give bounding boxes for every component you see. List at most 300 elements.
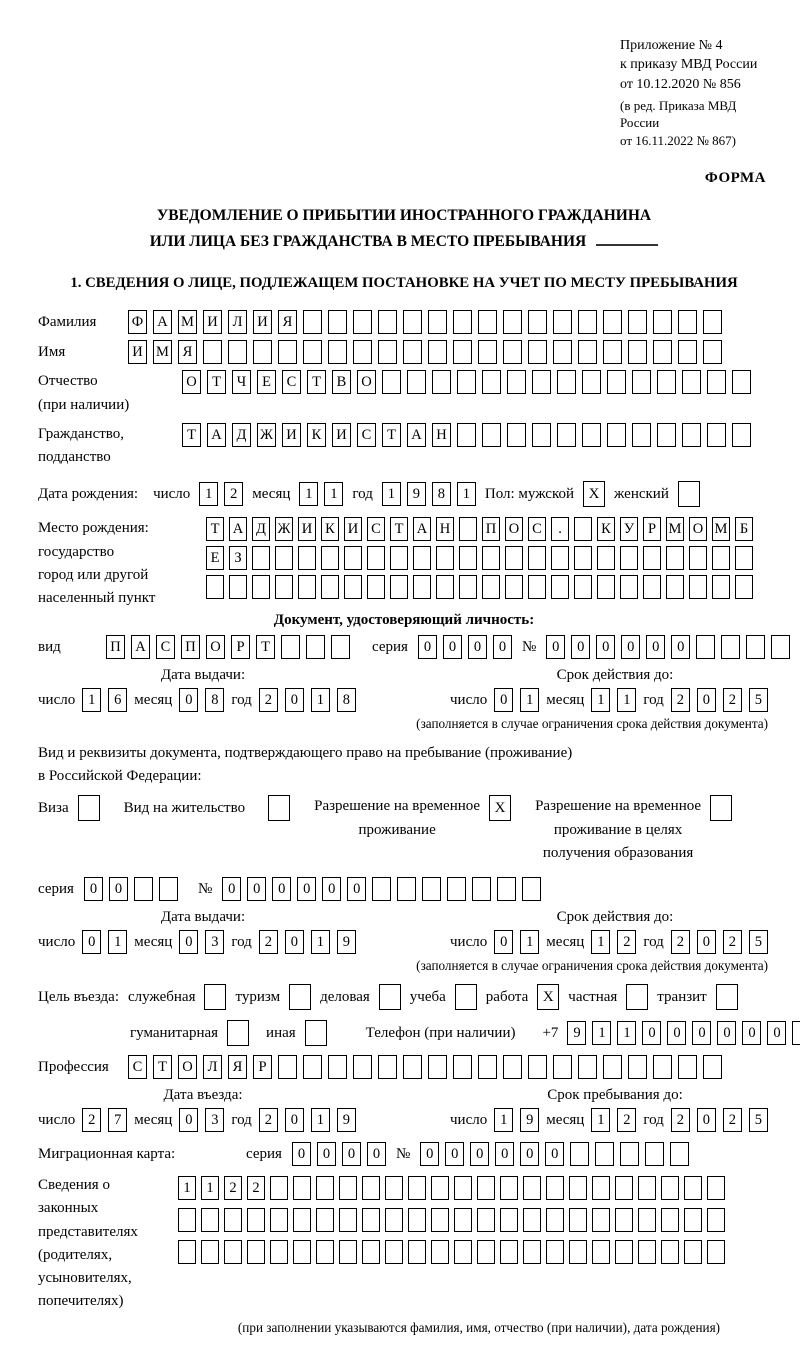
char-cell[interactable] xyxy=(682,423,701,447)
char-cell[interactable] xyxy=(620,1142,639,1166)
char-cell[interactable]: А xyxy=(153,310,172,334)
char-cell[interactable] xyxy=(390,575,408,599)
char-cell[interactable] xyxy=(428,1055,447,1079)
char-cell[interactable] xyxy=(432,370,451,394)
char-cell[interactable]: К xyxy=(307,423,326,447)
char-cell[interactable] xyxy=(344,546,362,570)
residence-permit-checkbox[interactable] xyxy=(268,795,290,821)
char-cell[interactable] xyxy=(201,1208,219,1232)
char-cell[interactable]: В xyxy=(332,370,351,394)
char-cell[interactable] xyxy=(252,546,270,570)
char-cell[interactable] xyxy=(528,1055,547,1079)
char-cell[interactable]: О xyxy=(505,517,523,541)
char-cell[interactable] xyxy=(570,1142,589,1166)
char-cell[interactable]: 9 xyxy=(520,1108,539,1132)
char-cell[interactable] xyxy=(523,1208,541,1232)
char-cell[interactable] xyxy=(645,1142,664,1166)
char-cell[interactable] xyxy=(578,1055,597,1079)
char-cell[interactable] xyxy=(477,1176,495,1200)
char-cell[interactable] xyxy=(670,1142,689,1166)
char-cell[interactable]: 1 xyxy=(199,482,218,506)
char-cell[interactable] xyxy=(413,575,431,599)
char-cell[interactable] xyxy=(457,370,476,394)
char-cell[interactable] xyxy=(707,1208,725,1232)
char-cell[interactable]: К xyxy=(597,517,615,541)
char-cell[interactable] xyxy=(582,423,601,447)
char-cell[interactable] xyxy=(367,575,385,599)
char-cell[interactable]: 0 xyxy=(642,1021,661,1045)
char-cell[interactable]: 0 xyxy=(571,635,590,659)
char-cell[interactable] xyxy=(454,1176,472,1200)
char-cell[interactable]: 0 xyxy=(297,877,316,901)
char-cell[interactable]: 0 xyxy=(546,635,565,659)
char-cell[interactable] xyxy=(372,877,391,901)
char-cell[interactable] xyxy=(721,635,740,659)
char-cell[interactable] xyxy=(413,546,431,570)
char-cell[interactable] xyxy=(528,546,546,570)
char-cell[interactable]: Т xyxy=(182,423,201,447)
char-cell[interactable]: 1 xyxy=(591,1108,610,1132)
purpose-transit-checkbox[interactable] xyxy=(716,984,738,1010)
char-cell[interactable]: 1 xyxy=(494,1108,513,1132)
char-cell[interactable]: 1 xyxy=(520,688,539,712)
char-cell[interactable] xyxy=(228,340,247,364)
char-cell[interactable] xyxy=(503,1055,522,1079)
char-cell[interactable]: 1 xyxy=(617,1021,636,1045)
char-cell[interactable]: 0 xyxy=(179,930,198,954)
char-cell[interactable] xyxy=(653,340,672,364)
char-cell[interactable] xyxy=(707,423,726,447)
char-cell[interactable] xyxy=(528,575,546,599)
char-cell[interactable]: Д xyxy=(252,517,270,541)
char-cell[interactable]: 0 xyxy=(692,1021,711,1045)
char-cell[interactable]: 2 xyxy=(224,1176,242,1200)
char-cell[interactable]: О xyxy=(206,635,225,659)
char-cell[interactable] xyxy=(278,1055,297,1079)
char-cell[interactable] xyxy=(247,1240,265,1264)
char-cell[interactable]: 3 xyxy=(205,930,224,954)
char-cell[interactable] xyxy=(477,1208,495,1232)
char-cell[interactable] xyxy=(632,370,651,394)
char-cell[interactable]: Е xyxy=(257,370,276,394)
char-cell[interactable] xyxy=(321,546,339,570)
char-cell[interactable]: 5 xyxy=(749,930,768,954)
char-cell[interactable] xyxy=(703,310,722,334)
char-cell[interactable] xyxy=(270,1208,288,1232)
char-cell[interactable]: 0 xyxy=(222,877,241,901)
char-cell[interactable] xyxy=(523,1240,541,1264)
char-cell[interactable] xyxy=(638,1176,656,1200)
char-cell[interactable] xyxy=(457,423,476,447)
char-cell[interactable]: О xyxy=(689,517,707,541)
char-cell[interactable]: 0 xyxy=(418,635,437,659)
char-cell[interactable] xyxy=(278,340,297,364)
char-cell[interactable] xyxy=(503,310,522,334)
char-cell[interactable]: 1 xyxy=(382,482,401,506)
char-cell[interactable]: К xyxy=(321,517,339,541)
char-cell[interactable] xyxy=(597,546,615,570)
char-cell[interactable] xyxy=(678,1055,697,1079)
char-cell[interactable] xyxy=(643,575,661,599)
char-cell[interactable] xyxy=(293,1176,311,1200)
char-cell[interactable] xyxy=(224,1240,242,1264)
char-cell[interactable]: Ф xyxy=(128,310,147,334)
char-cell[interactable]: И xyxy=(128,340,147,364)
char-cell[interactable]: 1 xyxy=(108,930,127,954)
char-cell[interactable]: Л xyxy=(203,1055,222,1079)
char-cell[interactable] xyxy=(500,1176,518,1200)
char-cell[interactable]: Я xyxy=(178,340,197,364)
purpose-humanitarian-checkbox[interactable] xyxy=(227,1020,249,1046)
char-cell[interactable] xyxy=(653,1055,672,1079)
char-cell[interactable]: С xyxy=(528,517,546,541)
char-cell[interactable] xyxy=(597,575,615,599)
char-cell[interactable] xyxy=(459,575,477,599)
char-cell[interactable] xyxy=(270,1176,288,1200)
char-cell[interactable] xyxy=(478,310,497,334)
char-cell[interactable]: Т xyxy=(307,370,326,394)
char-cell[interactable]: 2 xyxy=(723,1108,742,1132)
char-cell[interactable]: 2 xyxy=(259,930,278,954)
char-cell[interactable] xyxy=(666,546,684,570)
char-cell[interactable] xyxy=(735,575,753,599)
char-cell[interactable] xyxy=(661,1176,679,1200)
char-cell[interactable]: 0 xyxy=(179,688,198,712)
char-cell[interactable] xyxy=(574,546,592,570)
char-cell[interactable]: А xyxy=(131,635,150,659)
visa-checkbox[interactable] xyxy=(78,795,100,821)
char-cell[interactable] xyxy=(316,1176,334,1200)
char-cell[interactable]: 0 xyxy=(285,688,304,712)
char-cell[interactable] xyxy=(408,1176,426,1200)
char-cell[interactable] xyxy=(353,310,372,334)
purpose-official-checkbox[interactable] xyxy=(204,984,226,1010)
char-cell[interactable] xyxy=(528,310,547,334)
char-cell[interactable]: 0 xyxy=(285,930,304,954)
char-cell[interactable] xyxy=(653,310,672,334)
char-cell[interactable]: С xyxy=(357,423,376,447)
char-cell[interactable]: 1 xyxy=(591,688,610,712)
char-cell[interactable]: 0 xyxy=(470,1142,489,1166)
char-cell[interactable]: П xyxy=(181,635,200,659)
char-cell[interactable]: 3 xyxy=(205,1108,224,1132)
char-cell[interactable]: 1 xyxy=(311,930,330,954)
char-cell[interactable] xyxy=(428,340,447,364)
purpose-study-checkbox[interactable] xyxy=(455,984,477,1010)
char-cell[interactable] xyxy=(328,1055,347,1079)
char-cell[interactable] xyxy=(732,370,751,394)
char-cell[interactable] xyxy=(353,340,372,364)
char-cell[interactable]: И xyxy=(282,423,301,447)
char-cell[interactable]: 2 xyxy=(723,688,742,712)
char-cell[interactable] xyxy=(436,575,454,599)
char-cell[interactable]: Т xyxy=(256,635,275,659)
char-cell[interactable] xyxy=(703,340,722,364)
char-cell[interactable] xyxy=(615,1240,633,1264)
char-cell[interactable]: З xyxy=(229,546,247,570)
char-cell[interactable] xyxy=(712,575,730,599)
char-cell[interactable] xyxy=(477,1240,495,1264)
char-cell[interactable]: 2 xyxy=(259,1108,278,1132)
char-cell[interactable] xyxy=(344,575,362,599)
edu-residence-checkbox[interactable] xyxy=(710,795,732,821)
char-cell[interactable] xyxy=(615,1208,633,1232)
char-cell[interactable]: С xyxy=(282,370,301,394)
char-cell[interactable] xyxy=(507,423,526,447)
char-cell[interactable]: 0 xyxy=(596,635,615,659)
char-cell[interactable] xyxy=(390,546,408,570)
char-cell[interactable]: 0 xyxy=(109,877,128,901)
char-cell[interactable]: А xyxy=(413,517,431,541)
char-cell[interactable]: Р xyxy=(231,635,250,659)
char-cell[interactable] xyxy=(385,1208,403,1232)
char-cell[interactable]: 0 xyxy=(342,1142,361,1166)
char-cell[interactable] xyxy=(303,1055,322,1079)
char-cell[interactable]: Д xyxy=(232,423,251,447)
char-cell[interactable]: 0 xyxy=(667,1021,686,1045)
char-cell[interactable]: 2 xyxy=(617,930,636,954)
char-cell[interactable]: 0 xyxy=(495,1142,514,1166)
char-cell[interactable]: О xyxy=(178,1055,197,1079)
char-cell[interactable] xyxy=(666,575,684,599)
char-cell[interactable]: 0 xyxy=(742,1021,761,1045)
char-cell[interactable] xyxy=(482,423,501,447)
char-cell[interactable] xyxy=(505,575,523,599)
char-cell[interactable]: 9 xyxy=(407,482,426,506)
char-cell[interactable] xyxy=(592,1176,610,1200)
char-cell[interactable] xyxy=(247,1208,265,1232)
char-cell[interactable]: 0 xyxy=(468,635,487,659)
char-cell[interactable] xyxy=(408,1240,426,1264)
char-cell[interactable]: А xyxy=(407,423,426,447)
char-cell[interactable]: 5 xyxy=(749,1108,768,1132)
char-cell[interactable]: И xyxy=(203,310,222,334)
char-cell[interactable] xyxy=(407,370,426,394)
char-cell[interactable] xyxy=(298,575,316,599)
char-cell[interactable]: 6 xyxy=(108,688,127,712)
char-cell[interactable]: 5 xyxy=(749,688,768,712)
char-cell[interactable] xyxy=(408,1208,426,1232)
char-cell[interactable] xyxy=(224,1208,242,1232)
char-cell[interactable]: Т xyxy=(382,423,401,447)
char-cell[interactable]: Ч xyxy=(232,370,251,394)
char-cell[interactable] xyxy=(378,340,397,364)
char-cell[interactable] xyxy=(684,1240,702,1264)
char-cell[interactable] xyxy=(707,1176,725,1200)
char-cell[interactable] xyxy=(503,340,522,364)
char-cell[interactable]: 2 xyxy=(259,688,278,712)
char-cell[interactable] xyxy=(578,310,597,334)
char-cell[interactable]: 8 xyxy=(432,482,451,506)
char-cell[interactable] xyxy=(353,1055,372,1079)
char-cell[interactable] xyxy=(270,1240,288,1264)
char-cell[interactable]: 2 xyxy=(723,930,742,954)
char-cell[interactable]: 0 xyxy=(322,877,341,901)
char-cell[interactable]: 0 xyxy=(494,688,513,712)
char-cell[interactable] xyxy=(532,423,551,447)
char-cell[interactable]: 1 xyxy=(82,688,101,712)
char-cell[interactable] xyxy=(532,370,551,394)
char-cell[interactable] xyxy=(557,370,576,394)
char-cell[interactable]: Ж xyxy=(257,423,276,447)
char-cell[interactable]: И xyxy=(298,517,316,541)
char-cell[interactable]: 0 xyxy=(347,877,366,901)
char-cell[interactable] xyxy=(574,517,592,541)
char-cell[interactable] xyxy=(661,1240,679,1264)
char-cell[interactable] xyxy=(732,423,751,447)
char-cell[interactable] xyxy=(275,546,293,570)
char-cell[interactable]: С xyxy=(367,517,385,541)
char-cell[interactable] xyxy=(657,423,676,447)
char-cell[interactable]: У xyxy=(620,517,638,541)
char-cell[interactable] xyxy=(134,877,153,901)
char-cell[interactable] xyxy=(746,635,765,659)
char-cell[interactable]: Р xyxy=(253,1055,272,1079)
char-cell[interactable]: 1 xyxy=(311,1108,330,1132)
char-cell[interactable]: И xyxy=(344,517,362,541)
char-cell[interactable] xyxy=(328,340,347,364)
char-cell[interactable] xyxy=(523,1176,541,1200)
char-cell[interactable] xyxy=(661,1208,679,1232)
char-cell[interactable] xyxy=(607,423,626,447)
char-cell[interactable]: 2 xyxy=(82,1108,101,1132)
char-cell[interactable] xyxy=(707,370,726,394)
char-cell[interactable] xyxy=(339,1176,357,1200)
char-cell[interactable]: Я xyxy=(278,310,297,334)
char-cell[interactable]: Н xyxy=(432,423,451,447)
char-cell[interactable] xyxy=(453,340,472,364)
char-cell[interactable] xyxy=(592,1208,610,1232)
char-cell[interactable] xyxy=(385,1176,403,1200)
char-cell[interactable]: 9 xyxy=(337,930,356,954)
purpose-work-checkbox[interactable]: X xyxy=(537,984,559,1010)
char-cell[interactable] xyxy=(684,1176,702,1200)
char-cell[interactable] xyxy=(551,546,569,570)
char-cell[interactable] xyxy=(431,1240,449,1264)
char-cell[interactable]: Ж xyxy=(275,517,293,541)
char-cell[interactable]: 7 xyxy=(108,1108,127,1132)
char-cell[interactable]: Н xyxy=(436,517,454,541)
char-cell[interactable] xyxy=(578,340,597,364)
char-cell[interactable]: 9 xyxy=(337,1108,356,1132)
char-cell[interactable] xyxy=(603,340,622,364)
char-cell[interactable]: О xyxy=(357,370,376,394)
char-cell[interactable] xyxy=(339,1240,357,1264)
char-cell[interactable]: 1 xyxy=(324,482,343,506)
char-cell[interactable]: 0 xyxy=(420,1142,439,1166)
char-cell[interactable]: М xyxy=(666,517,684,541)
char-cell[interactable] xyxy=(178,1240,196,1264)
char-cell[interactable] xyxy=(689,546,707,570)
char-cell[interactable]: Я xyxy=(228,1055,247,1079)
char-cell[interactable] xyxy=(454,1208,472,1232)
char-cell[interactable] xyxy=(569,1240,587,1264)
char-cell[interactable]: 0 xyxy=(621,635,640,659)
char-cell[interactable] xyxy=(497,877,516,901)
char-cell[interactable] xyxy=(546,1208,564,1232)
char-cell[interactable]: 0 xyxy=(247,877,266,901)
char-cell[interactable] xyxy=(482,575,500,599)
char-cell[interactable] xyxy=(638,1240,656,1264)
char-cell[interactable] xyxy=(628,310,647,334)
char-cell[interactable] xyxy=(275,575,293,599)
char-cell[interactable] xyxy=(321,575,339,599)
char-cell[interactable]: 0 xyxy=(272,877,291,901)
char-cell[interactable] xyxy=(459,517,477,541)
char-cell[interactable]: 0 xyxy=(292,1142,311,1166)
char-cell[interactable] xyxy=(281,635,300,659)
char-cell[interactable]: И xyxy=(253,310,272,334)
char-cell[interactable] xyxy=(472,877,491,901)
char-cell[interactable]: 0 xyxy=(317,1142,336,1166)
char-cell[interactable]: 2 xyxy=(671,930,690,954)
char-cell[interactable] xyxy=(378,310,397,334)
char-cell[interactable] xyxy=(792,1021,800,1045)
char-cell[interactable] xyxy=(178,1208,196,1232)
char-cell[interactable] xyxy=(482,370,501,394)
char-cell[interactable] xyxy=(707,1240,725,1264)
char-cell[interactable]: 0 xyxy=(697,688,716,712)
char-cell[interactable] xyxy=(298,546,316,570)
char-cell[interactable]: 0 xyxy=(84,877,103,901)
char-cell[interactable] xyxy=(620,546,638,570)
char-cell[interactable]: 2 xyxy=(617,1108,636,1132)
char-cell[interactable]: Л xyxy=(228,310,247,334)
char-cell[interactable] xyxy=(378,1055,397,1079)
char-cell[interactable]: 0 xyxy=(697,1108,716,1132)
char-cell[interactable] xyxy=(478,1055,497,1079)
char-cell[interactable] xyxy=(703,1055,722,1079)
char-cell[interactable]: 0 xyxy=(445,1142,464,1166)
char-cell[interactable] xyxy=(678,340,697,364)
char-cell[interactable] xyxy=(682,370,701,394)
char-cell[interactable]: 0 xyxy=(717,1021,736,1045)
char-cell[interactable] xyxy=(316,1240,334,1264)
char-cell[interactable]: Б xyxy=(735,517,753,541)
char-cell[interactable] xyxy=(632,423,651,447)
char-cell[interactable] xyxy=(403,1055,422,1079)
char-cell[interactable]: 0 xyxy=(493,635,512,659)
char-cell[interactable]: 2 xyxy=(224,482,243,506)
char-cell[interactable]: 0 xyxy=(646,635,665,659)
char-cell[interactable]: 2 xyxy=(671,1108,690,1132)
char-cell[interactable] xyxy=(771,635,790,659)
char-cell[interactable] xyxy=(403,310,422,334)
purpose-tourism-checkbox[interactable] xyxy=(289,984,311,1010)
char-cell[interactable]: 1 xyxy=(299,482,318,506)
char-cell[interactable] xyxy=(385,1240,403,1264)
char-cell[interactable]: М xyxy=(712,517,730,541)
char-cell[interactable]: Т xyxy=(390,517,408,541)
char-cell[interactable] xyxy=(553,340,572,364)
char-cell[interactable] xyxy=(328,310,347,334)
char-cell[interactable] xyxy=(454,1240,472,1264)
char-cell[interactable] xyxy=(620,575,638,599)
char-cell[interactable]: И xyxy=(332,423,351,447)
char-cell[interactable] xyxy=(546,1240,564,1264)
char-cell[interactable] xyxy=(431,1176,449,1200)
char-cell[interactable]: 0 xyxy=(367,1142,386,1166)
char-cell[interactable] xyxy=(557,423,576,447)
char-cell[interactable] xyxy=(453,310,472,334)
char-cell[interactable] xyxy=(447,877,466,901)
char-cell[interactable]: 1 xyxy=(617,688,636,712)
gender-male-checkbox[interactable]: X xyxy=(583,481,605,507)
char-cell[interactable] xyxy=(507,370,526,394)
char-cell[interactable] xyxy=(339,1208,357,1232)
char-cell[interactable] xyxy=(628,340,647,364)
char-cell[interactable] xyxy=(293,1208,311,1232)
